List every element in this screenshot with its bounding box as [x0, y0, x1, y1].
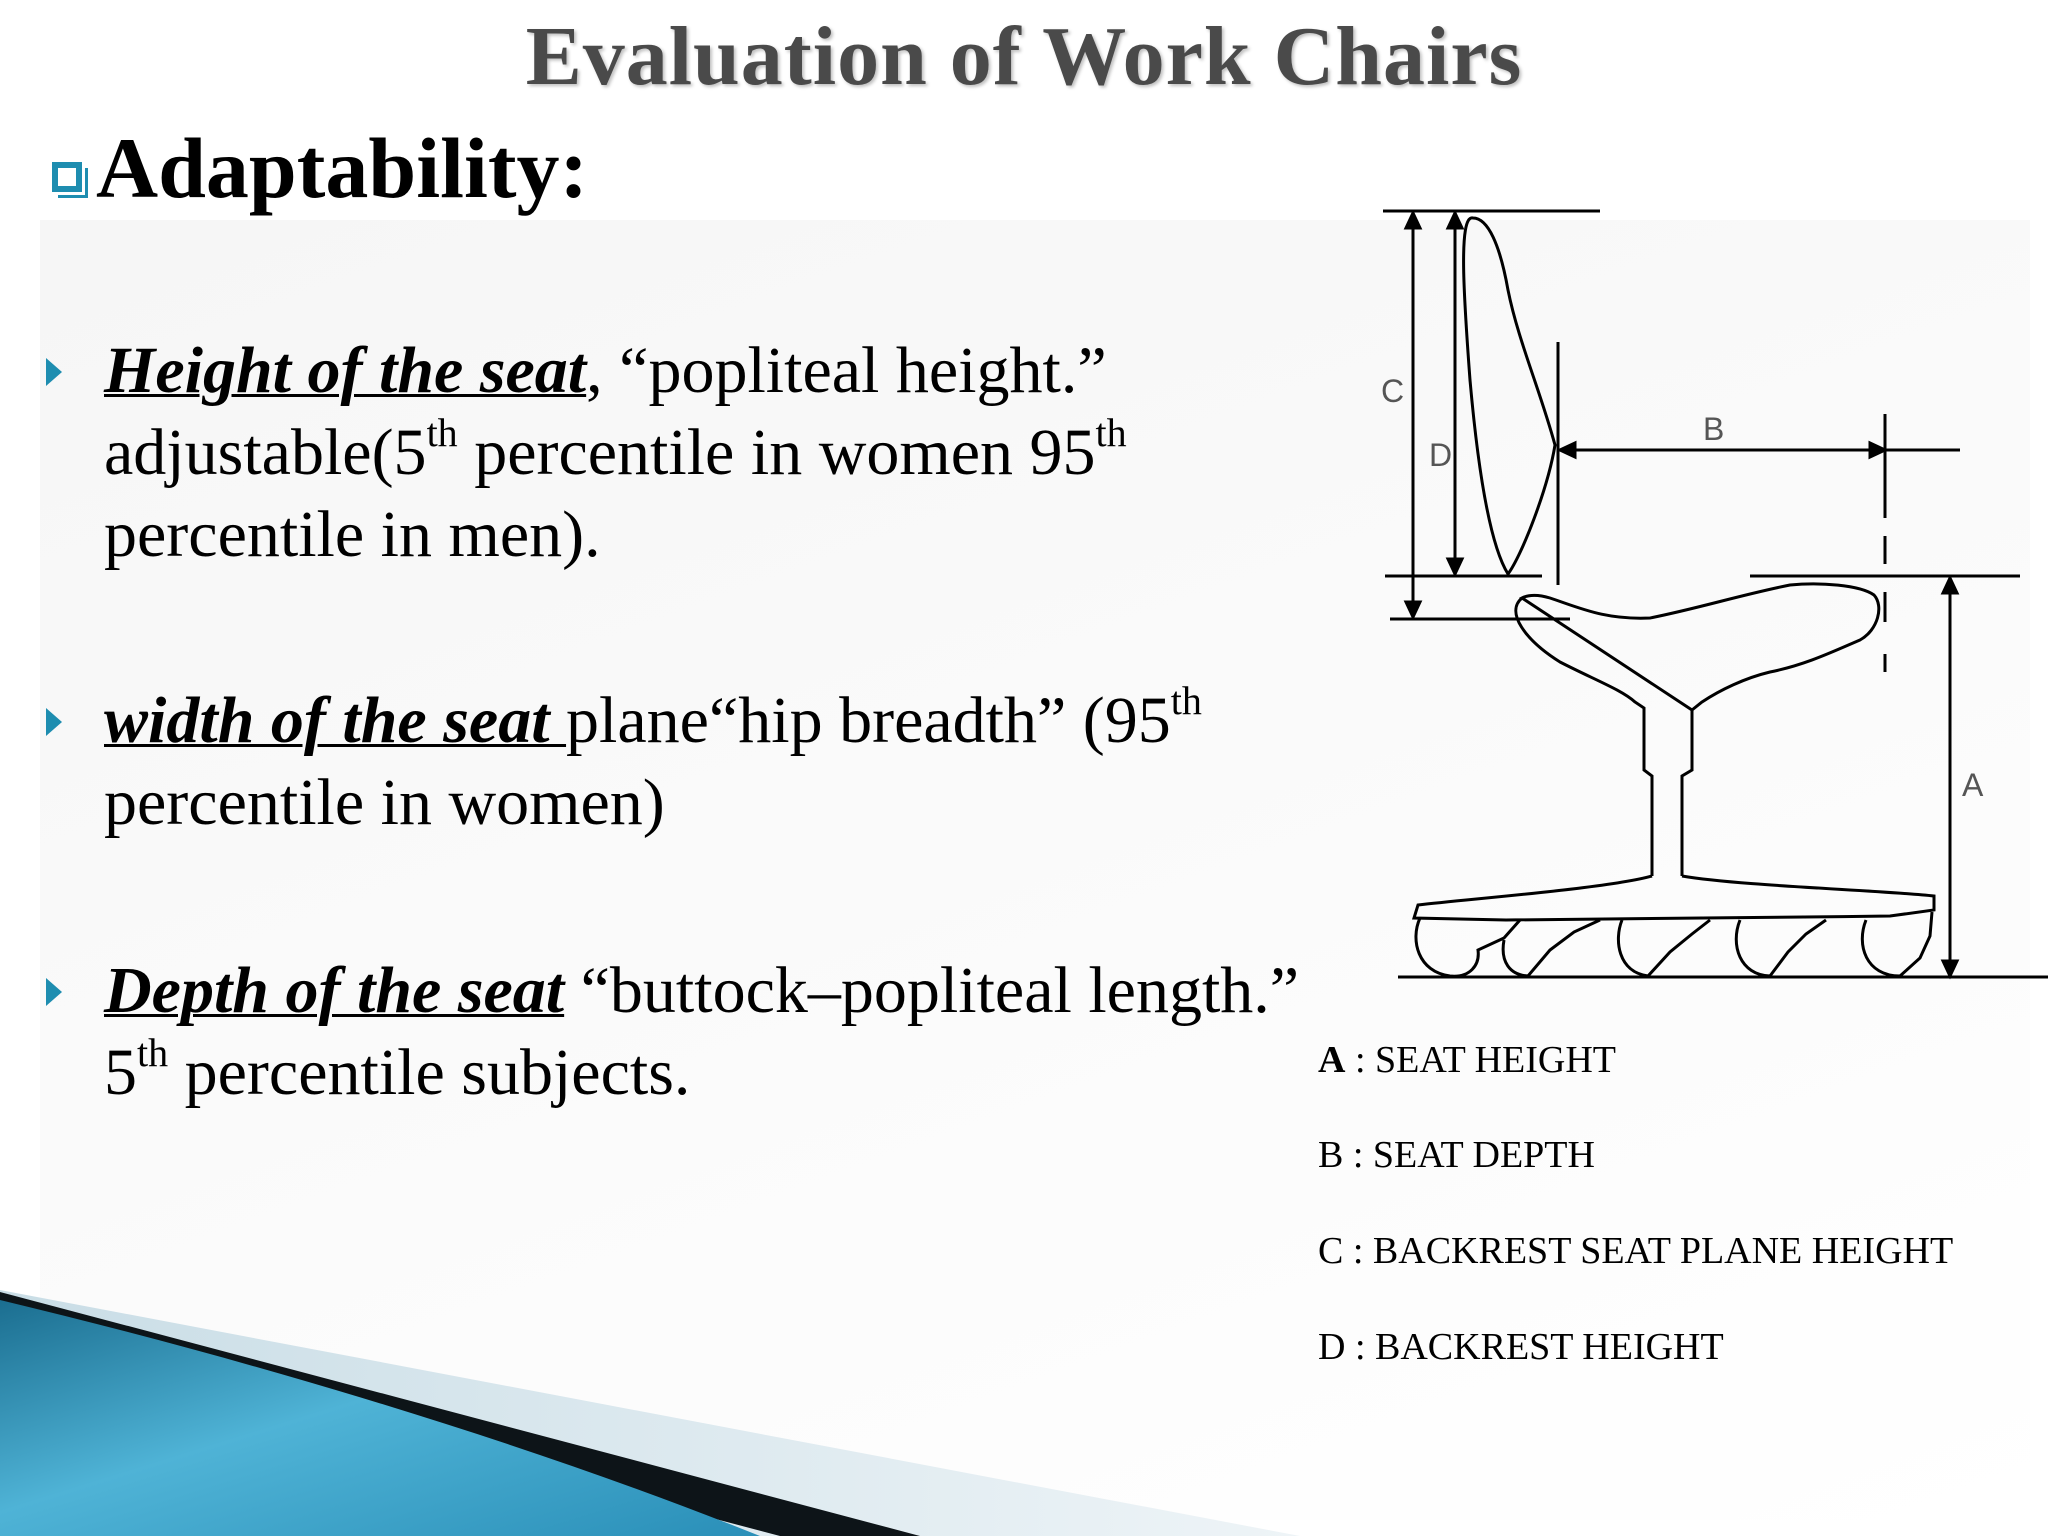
label-b: B: [1703, 411, 1725, 447]
bullet-text: [104, 680, 1304, 844]
legend-text: SEAT HEIGHT: [1375, 1039, 1617, 1081]
bullet-text-part: percentile in men).: [104, 498, 601, 571]
triangle-bullet-icon: [46, 358, 62, 386]
bullet-text-part: “buttock–popliteal length.” 5: [104, 954, 1300, 1109]
superscript: th: [1095, 410, 1127, 455]
chair-base: [1414, 876, 1934, 920]
slide-title: Evaluation of Work Chairs: [525, 10, 1523, 103]
bullet-text-part: plane“hip breadth” (95: [566, 684, 1171, 757]
bullet-emphasis: Depth of the seat: [104, 954, 565, 1027]
chair-casters: [1416, 912, 1932, 976]
bullet-text-part: percentile in women 95: [457, 416, 1096, 489]
legend-key: C: [1318, 1230, 1344, 1272]
legend-sep: :: [1343, 1230, 1373, 1272]
legend-item-d: [1318, 1325, 1724, 1369]
chair-backrest: [1464, 218, 1555, 574]
bullet-text: [104, 950, 1364, 1114]
bullet-text-part: , “popliteal height.” adjustable(5: [104, 334, 1107, 489]
legend-text: BACKREST SEAT PLANE HEIGHT: [1372, 1230, 1954, 1272]
legend-key: B: [1318, 1134, 1344, 1176]
checkbox-bullet-icon: [52, 162, 82, 192]
bullet-emphasis: width of the seat: [104, 684, 567, 757]
triangle-bullet-icon: [46, 708, 62, 736]
legend-item-c: [1318, 1229, 1953, 1273]
legend-text: BACKREST HEIGHT: [1375, 1326, 1724, 1368]
triangle-bullet-icon: [46, 978, 62, 1006]
section-heading: [52, 118, 588, 218]
legend-text: SEAT DEPTH: [1372, 1134, 1595, 1176]
chair-dimension-diagram: [1370, 190, 2048, 990]
superscript: th: [137, 1030, 169, 1075]
superscript: th: [1170, 678, 1202, 723]
legend-sep: :: [1345, 1039, 1376, 1081]
bullet-emphasis: Height of the seat: [104, 334, 587, 407]
legend-sep: :: [1343, 1134, 1373, 1176]
bullet-text: [104, 330, 1364, 576]
legend-key: D: [1318, 1326, 1346, 1368]
label-c: C: [1381, 373, 1405, 409]
legend-item-b: [1318, 1133, 1595, 1177]
legend-key: A: [1318, 1039, 1346, 1081]
legend-sep: :: [1345, 1326, 1376, 1368]
label-d: D: [1429, 437, 1453, 473]
bullet-text-part: percentile in women): [104, 766, 665, 839]
chair-seat: [1516, 584, 1879, 712]
decorative-ribbon: [0, 1286, 1300, 1536]
label-a: A: [1962, 767, 1984, 803]
superscript: th: [426, 410, 458, 455]
section-heading-text: Adaptability:: [96, 120, 589, 216]
bullet-text-part: percentile subjects.: [168, 1036, 691, 1109]
chair-column: [1644, 708, 1692, 876]
legend-item-a: [1318, 1038, 1616, 1082]
